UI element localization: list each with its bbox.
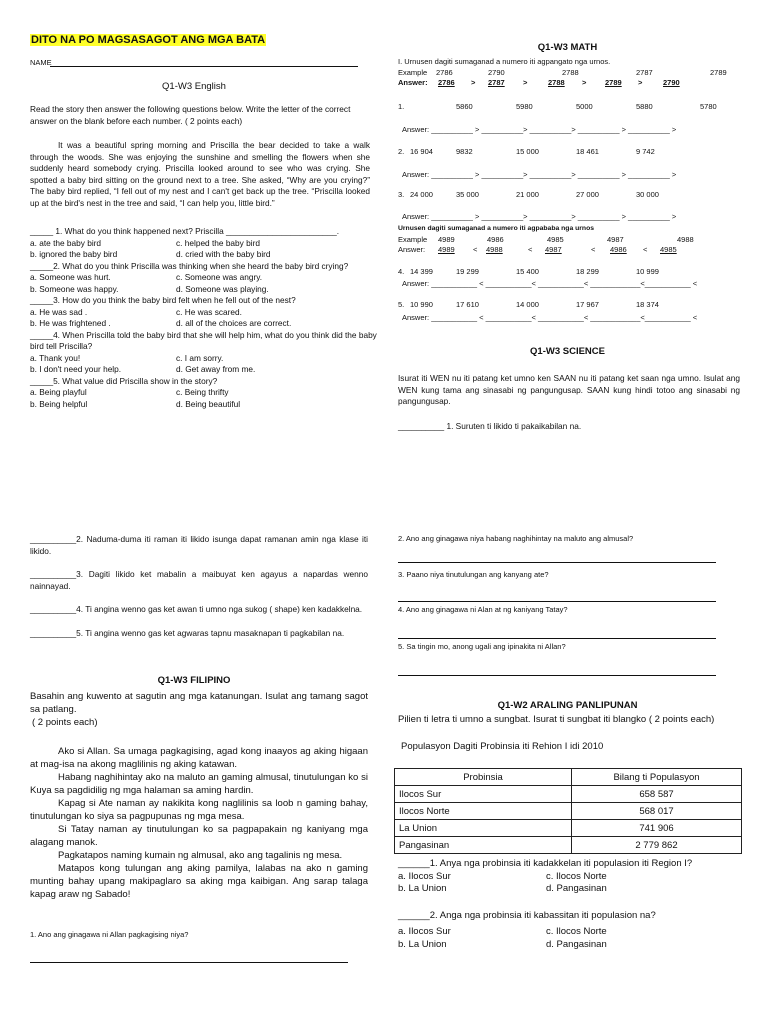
story-paragraph: Kapag si Ate naman ay nakikita kong naglilinis sa loob n gaming bahay, tinutulungan ko siya sa pagpupunas ng mga mesa. xyxy=(30,798,368,822)
example-value: 2788 xyxy=(562,68,579,77)
item-value: 21 000 xyxy=(516,190,539,199)
table-cell: La Union xyxy=(395,820,572,837)
answer-sep: < xyxy=(643,245,648,254)
table-header: Probinsia xyxy=(395,769,572,786)
choice: d. all of the choices are correct. xyxy=(176,318,292,328)
choice: c. Someone was angry. xyxy=(176,272,263,282)
example-label: Example xyxy=(398,68,428,77)
table-row xyxy=(395,837,742,854)
ap-instructions: Pilien ti letra ti umno a sungbat. Isurat ti sungbat iti blangko ( 2 points each) xyxy=(398,714,715,725)
filipino-instructions: Basahin ang kuwento at sagutin ang mga katanungan. Isulat ang tamang sagot sa patlang. xyxy=(30,691,368,715)
example-value: 4986 xyxy=(487,235,504,244)
choice: c. helped the baby bird xyxy=(176,237,260,248)
example-value: 4989 xyxy=(438,235,455,244)
question-stem: _____ 1. What do you think happened next? Priscilla ________________________. xyxy=(30,226,340,236)
math-instruction-descending: Urnusen dagiti sumaganad a numero iti agpababa nga urnos xyxy=(398,225,595,232)
science-item: __________4. Ti angina wenno gas ket awan ti umno nga sukog ( shape) ken kadakkelna. xyxy=(30,604,363,614)
table-cell: Ilocos Norte xyxy=(395,803,572,820)
item-value: 17 610 xyxy=(456,300,479,309)
item-values xyxy=(398,102,743,112)
choice: c. Ilocos Norte xyxy=(546,926,607,937)
answer-label: Answer: xyxy=(402,170,430,179)
choice: c. Ilocos Norte xyxy=(546,870,607,882)
answer-label: Answer: xyxy=(398,78,428,87)
question xyxy=(30,226,380,261)
table-cell: Ilocos Sur xyxy=(395,786,572,803)
choice: a. Ilocos Sur xyxy=(398,926,451,937)
choice: b. La Union xyxy=(398,938,447,950)
item-number: 2. xyxy=(398,147,405,156)
item-value: 17 967 xyxy=(576,300,599,309)
example-value: 4985 xyxy=(547,235,564,244)
ap-questions xyxy=(398,858,743,951)
item-values xyxy=(398,300,743,310)
choices xyxy=(398,871,743,896)
choices xyxy=(30,387,380,410)
choice: a. Ilocos Sur xyxy=(398,870,451,882)
choice: c. Being thrifty xyxy=(176,387,229,397)
example-value: 2790 xyxy=(488,68,505,77)
answer-label: Answer: xyxy=(402,313,430,322)
filipino-question: 1. Ano ang ginagawa ni Allan pagkagising niya? xyxy=(30,930,189,939)
choice: b. He was frightened . xyxy=(30,318,111,328)
question-stem: _____4. When Priscilla told the baby bird that she will help him, what do you think did the baby bird tell Priscilla? xyxy=(30,329,377,351)
question xyxy=(30,376,380,411)
math-example-descending xyxy=(398,235,738,256)
answer-blanks[interactable] xyxy=(402,170,676,180)
science-title: Q1-W3 SCIENCE xyxy=(530,346,605,357)
item-values xyxy=(398,147,743,157)
item-value: 18 299 xyxy=(576,267,599,276)
choice: b. ignored the baby bird xyxy=(30,249,118,259)
math-instruction-ascending: I. Urnusen dagiti sumaganad a numero iti agpangato nga urnos. xyxy=(398,57,611,66)
choice: c. He was scared. xyxy=(176,306,242,317)
math-item xyxy=(398,102,743,112)
item-value: 5000 xyxy=(576,102,593,111)
science-items-continued xyxy=(30,534,368,639)
choice: a. He was sad . xyxy=(30,306,88,317)
answer-value: 2788 xyxy=(548,78,565,87)
item-value: 14 399 xyxy=(410,267,433,276)
item-number: 4. xyxy=(398,267,405,276)
example-value: 2789 xyxy=(710,68,727,77)
table-row xyxy=(395,820,742,837)
question-stem: _____3. How do you think the baby bird felt when he fell out of the nest? xyxy=(30,295,296,305)
example-value: 4988 xyxy=(677,235,694,244)
science-item: __________5. Ti angina wenno gas ket agwaras tapnu masaknapan ti pagkabilan na. xyxy=(30,627,345,638)
question xyxy=(398,910,743,952)
english-story: It was a beautiful spring morning and Priscilla the bear decided to take a walk through the woods. She was enjoying the sunshine and smelling the flowers when she suddenly heard somebody crying. Priscilla looked around to see who was crying. She spotted a baby bird sitting on the ground next to a tree. She asked, “Why are you crying?” The baby bird replied, “I fell out of my nest and I can't get back up the tree. “Priscilla looked up at the bird's nest in the tree and said, “I can help you, little bird.” xyxy=(30,140,370,208)
answer-sep: < xyxy=(591,245,596,254)
answer-line[interactable] xyxy=(398,601,716,602)
answer-value: 2790 xyxy=(663,78,680,87)
item-value: 27 000 xyxy=(576,190,599,199)
story-paragraph: Matapos kong tulungan ang aking pamilya, lalabas na ako n gaming munting bahay upang makipaglaro sa aking mga kaibigan. Ang sarap talaga kapag araw ng Sabado! xyxy=(30,863,368,900)
item-value: 10 999 xyxy=(636,267,659,276)
question-stem: ______2. Anga nga probinsia iti kabassitan iti populasion na? xyxy=(398,909,656,921)
answer-value: 4987 xyxy=(545,245,562,254)
item-value: 15 400 xyxy=(516,267,539,276)
item-value: 5880 xyxy=(636,102,653,111)
item-value: 9832 xyxy=(456,147,473,156)
item-values xyxy=(398,190,743,200)
choice: b. Someone was happy. xyxy=(30,283,119,294)
science-item: __________ 1. Suruten ti likido ti pakaikabilan na. xyxy=(398,421,582,431)
answer-label: Answer: xyxy=(402,125,430,134)
example-value: 2786 xyxy=(436,68,453,77)
ap-title: Q1-W2 ARALING PANLIPUNAN xyxy=(497,700,638,711)
answer-line[interactable] xyxy=(398,638,716,639)
name-line[interactable] xyxy=(50,66,358,67)
question xyxy=(30,261,380,296)
math-title: Q1-W3 MATH xyxy=(537,42,598,53)
choice: a. ate the baby bird xyxy=(30,237,102,248)
choice: c. I am sorry. xyxy=(176,352,224,363)
item-value: 5860 xyxy=(456,102,473,111)
question xyxy=(30,330,380,376)
choice: b. Being helpful xyxy=(30,398,88,409)
science-instructions: Isurat iti WEN nu iti patang ket umno ken SAAN nu iti patang ket saan nga umno. Isulat ang WEN kung tama ang sinasabi ng pangungusap. SAAN kung hindi totoo ang sinasabi ng pangungusap. xyxy=(398,373,740,406)
answer-line[interactable] xyxy=(30,962,348,963)
question-stem: ______1. Anya nga probinsia iti kadakkelan iti populasion iti Region I? xyxy=(398,858,693,869)
choice: d. Being beautiful xyxy=(176,398,241,409)
item-number: 1. xyxy=(398,102,405,111)
answer-value: 2789 xyxy=(605,78,622,87)
item-number: 5. xyxy=(398,300,405,309)
choice: a. Being playful xyxy=(30,387,87,397)
population-table xyxy=(394,768,742,854)
answer-value: 4989 xyxy=(438,245,455,254)
table-cell: Pangasinan xyxy=(395,837,572,854)
choice: d. Get away from me. xyxy=(176,364,256,374)
item-value: 16 904 xyxy=(410,147,433,156)
answer-blank-line: ___________ < ___________< ___________< ____________<___________ < xyxy=(431,313,698,322)
question xyxy=(30,295,380,330)
answer-label: Answer: xyxy=(402,279,430,288)
choice: d. cried with the baby bird xyxy=(176,249,271,259)
item-value: 15 000 xyxy=(516,147,539,156)
choice: a. Thank you! xyxy=(30,352,81,363)
answer-label: Answer: xyxy=(398,245,426,254)
answer-blank-line: __________ > __________> __________> __________ > __________ > xyxy=(431,212,677,221)
choice: d. Pangasinan xyxy=(546,938,607,950)
ap-table-title: Populasyon Dagiti Probinsia iti Rehion I idi 2010 xyxy=(401,741,604,752)
answer-row xyxy=(398,78,738,89)
filipino-question: 2. Ano ang ginagawa niya habang naghihintay na maluto ang almusal? xyxy=(398,534,634,543)
answer-blank-line: ___________ < ___________< ___________< ____________<___________ < xyxy=(431,279,698,288)
answer-sep: > xyxy=(523,78,528,87)
math-item xyxy=(398,300,743,310)
choices xyxy=(30,307,380,330)
math-item xyxy=(398,267,743,277)
answer-value: 2786 xyxy=(438,78,455,87)
question-stem: _____5. What value did Priscilla show in the story? xyxy=(30,375,218,386)
story-paragraph: Ako si Allan. Sa umaga pagkagising, agad kong inaayos ag aking higaan at mag-isa na akong maglilinis ng aking katawan. xyxy=(30,746,368,770)
answer-label: Answer: xyxy=(402,212,430,221)
item-value: 30 000 xyxy=(636,190,659,199)
filipino-points: ( 2 points each) xyxy=(32,717,98,728)
answer-sep: > xyxy=(582,78,587,87)
choice: a. Someone was hurt. xyxy=(30,272,111,282)
science-item: __________3. Dagiti likido ket mabalin a maibuyat ken agayus a napardas wenno nainnayad. xyxy=(30,569,368,591)
answer-value: 4985 xyxy=(660,245,677,254)
science-item: __________2. Naduma-duma iti raman iti likido isunga dapat ramanan amin nga klase iti likido. xyxy=(30,534,368,556)
answer-value: 2787 xyxy=(488,78,505,87)
table-cell: 568 017 xyxy=(572,803,742,820)
choice: b. La Union xyxy=(398,883,447,894)
math-item xyxy=(398,190,743,200)
answer-blanks[interactable] xyxy=(402,313,697,323)
math-example-ascending xyxy=(398,68,738,89)
name-label: NAME xyxy=(30,58,52,67)
question xyxy=(398,858,743,896)
math-item xyxy=(398,147,743,157)
story-paragraph: Pagkatapos naming kumain ng almusal, ako ang tagalinis ng mesa. xyxy=(58,850,343,861)
example-value: 4987 xyxy=(607,235,624,244)
choice: b. I don't need your help. xyxy=(30,364,122,374)
answer-blanks[interactable] xyxy=(402,279,697,289)
page-header-title xyxy=(30,30,266,48)
table-row xyxy=(395,803,742,820)
item-value: 14 000 xyxy=(516,300,539,309)
answer-sep: < xyxy=(528,245,533,254)
english-questions xyxy=(30,226,380,410)
story-paragraph: Habang naghihintay ako na maluto an gaming almusal, tinutulungan ko si Kuya sa pagdidilig ng mga halaman sa aming hardin. xyxy=(30,772,368,796)
table-row xyxy=(395,786,742,803)
item-value: 18 461 xyxy=(576,147,599,156)
item-value: 35 000 xyxy=(456,190,479,199)
header-title: DITO NA PO MAGSASAGOT ANG MGA BATA xyxy=(31,34,266,46)
choices xyxy=(398,926,743,951)
answer-value: 4988 xyxy=(486,245,503,254)
answer-sep: < xyxy=(473,245,478,254)
english-title: Q1-W3 English xyxy=(162,81,226,92)
example-value: 2787 xyxy=(636,68,653,77)
choices xyxy=(30,238,380,261)
english-instructions: Read the story then answer the following questions below. Write the letter of the correct answer on the blank before each number. ( 2 points each) xyxy=(30,104,351,126)
item-number: 3. xyxy=(398,190,405,199)
item-value: 5780 xyxy=(700,102,717,111)
answer-line[interactable] xyxy=(398,675,716,676)
choice: d. Pangasinan xyxy=(546,883,607,894)
table-header: Bilang ti Populasyon xyxy=(572,769,742,786)
choice: d. Someone was playing. xyxy=(176,283,269,294)
answer-sep: > xyxy=(471,78,476,87)
answer-row xyxy=(398,245,738,256)
table-cell: 658 587 xyxy=(572,786,742,803)
question-stem: _____2. What do you think Priscilla was thinking when she heard the baby bird crying? xyxy=(30,260,349,271)
answer-value: 4986 xyxy=(610,245,627,254)
answer-blanks[interactable] xyxy=(402,125,676,135)
filipino-question: 4. Ano ang ginagawa ni Alan at ng kaniyang Tatay? xyxy=(398,605,568,614)
item-value: 10 990 xyxy=(410,300,433,309)
example-row xyxy=(398,68,738,78)
answer-blanks[interactable] xyxy=(402,212,676,222)
item-value: 19 299 xyxy=(456,267,479,276)
item-value: 9 742 xyxy=(636,147,655,156)
item-value: 5980 xyxy=(516,102,533,111)
filipino-question: 3. Paano niya tinutulungan ang kanyang ate? xyxy=(398,570,549,579)
item-values xyxy=(398,267,743,277)
story-paragraph: Si Tatay naman ay tinutulungan ko sa pagpapakain ng kaniyang mga alagang manok. xyxy=(30,824,368,848)
answer-sep: > xyxy=(638,78,643,87)
example-row xyxy=(398,235,738,245)
answer-blank-line: __________ > __________> __________> __________ > __________ > xyxy=(431,125,677,134)
table-cell: 2 779 862 xyxy=(572,837,742,854)
choices xyxy=(30,353,380,376)
example-label: Example xyxy=(398,235,428,244)
item-value: 24 000 xyxy=(410,190,433,199)
answer-blank-line: __________ > __________> __________> __________ > __________ > xyxy=(431,170,677,179)
filipino-story xyxy=(30,745,368,901)
table-header-row xyxy=(395,769,742,786)
filipino-title: Q1-W3 FILIPINO xyxy=(157,675,231,686)
choices xyxy=(30,272,380,295)
item-value: 18 374 xyxy=(636,300,659,309)
table-cell: 741 906 xyxy=(572,820,742,837)
filipino-question: 5. Sa tingin mo, anong ugali ang ipinakita ni Allan? xyxy=(398,642,566,651)
answer-line[interactable] xyxy=(398,562,716,563)
